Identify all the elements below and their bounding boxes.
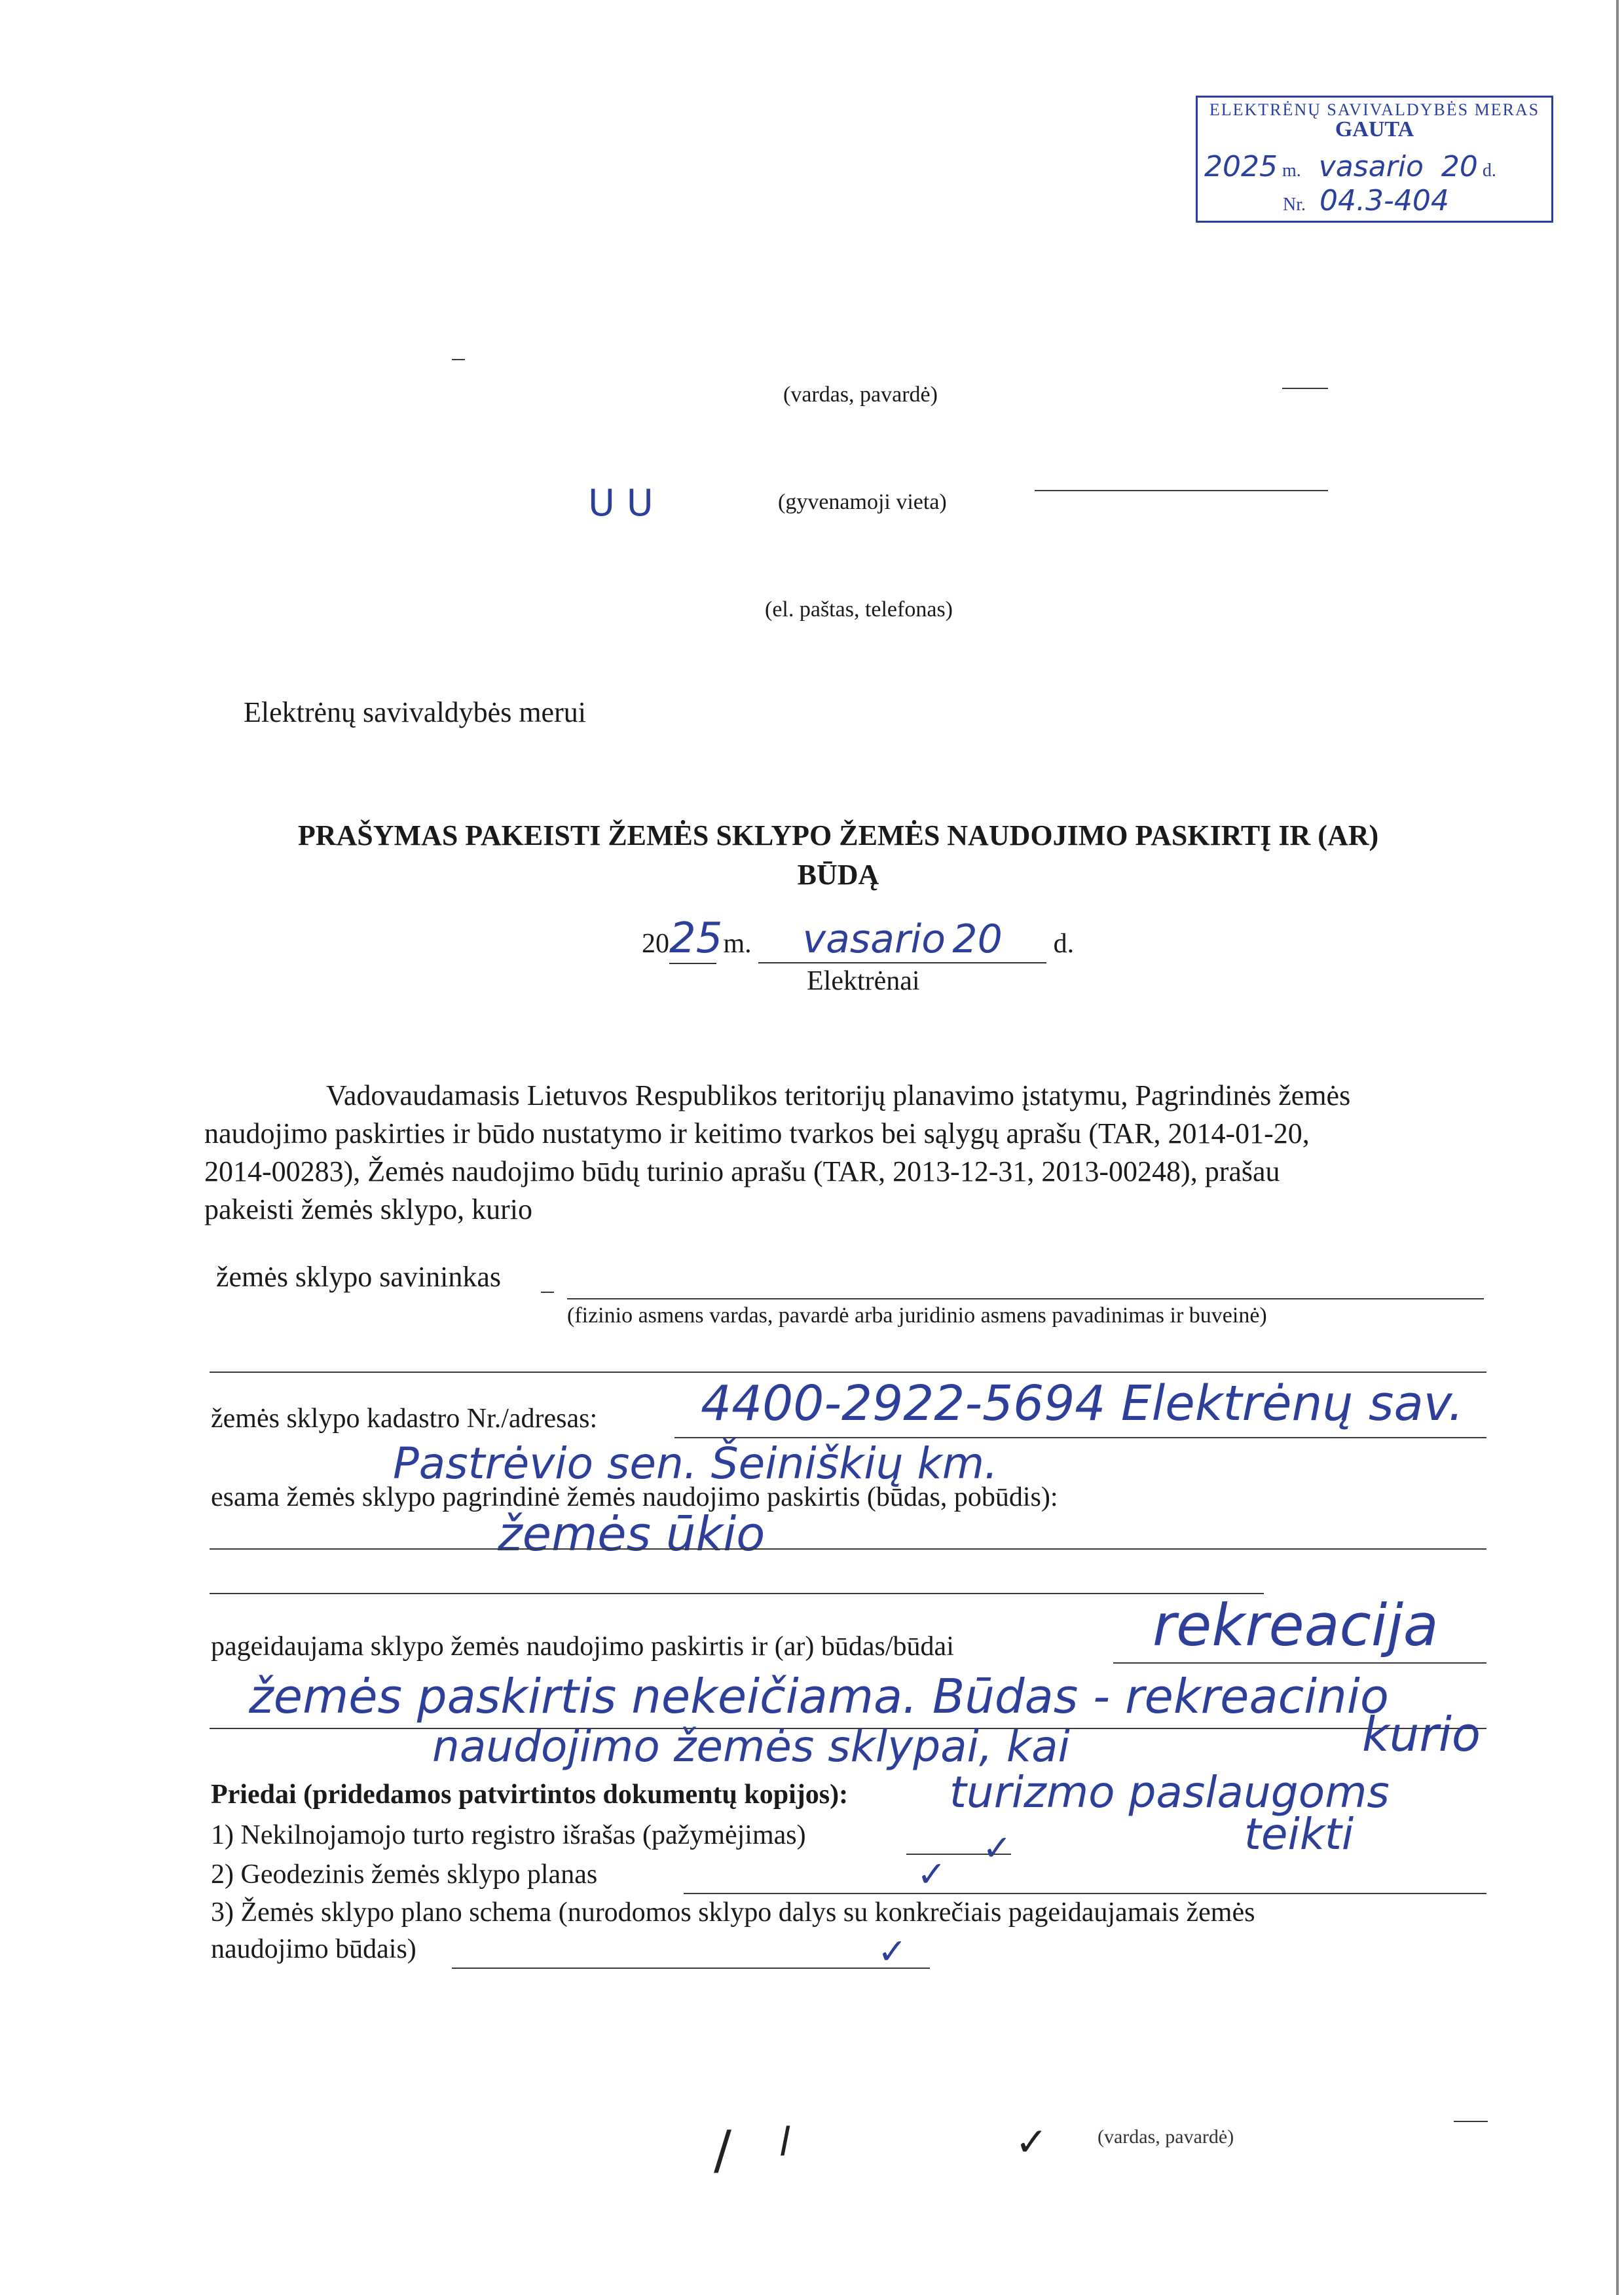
- title-line2: BŪDĄ: [797, 859, 879, 891]
- current-line2: [210, 1593, 1264, 1594]
- signature-mark-1: /: [714, 2119, 731, 2180]
- owner-hint: (fizinio asmens vardas, pavardė arba juridinio asmens pavadinimas ir buveinė): [567, 1303, 1267, 1328]
- document-title: [196, 816, 1480, 895]
- stamp-day: 20: [1441, 150, 1478, 183]
- contacts-label: (el. paštas, telefonas): [765, 597, 953, 622]
- desired-purpose-label: pageidaujama sklypo žemės naudojimo paskirtis ir (ar) būdas/būdai: [211, 1632, 954, 1662]
- owner-line: [567, 1298, 1484, 1299]
- owner-mark: [541, 1292, 554, 1293]
- stamp-year: 2025: [1204, 150, 1278, 183]
- intro-line2: naudojimo paskirties ir būdo nustatymo ir keitimo tvarkos bei sąlygų aprašu (TAR, 2014-01-20,: [204, 1117, 1310, 1149]
- attachment-item-3: 3) Žemės sklypo plano schema (nurodomos sklypo dalys su konkrečiais pageidaujamais žemės: [211, 1897, 1255, 1928]
- cadastre-value2: Pastrėvio sen. Šeiniškių km.: [393, 1438, 999, 1489]
- desired-line3b: kurio: [1362, 1707, 1481, 1762]
- desired-line5: teikti: [1244, 1809, 1354, 1859]
- date-year: 25: [669, 914, 723, 963]
- stamp-no-value: 04.3-404: [1320, 184, 1449, 217]
- date-line: [642, 914, 1074, 964]
- intro-line3: 2014-00283), Žemės naudojimo būdų turinio aprašu (TAR, 2013-12-31, 2013-00248), prašau: [204, 1155, 1280, 1187]
- attachment-line-2: [684, 1893, 1486, 1894]
- owner-line2: [210, 1371, 1486, 1373]
- stamp-date: [1204, 150, 1545, 183]
- name-mark: [452, 359, 465, 360]
- date-prefix: 20: [642, 929, 669, 959]
- date-month-day: [758, 916, 1046, 963]
- attachment-check-2: ✓: [917, 1854, 947, 1895]
- date-month: vasario: [802, 916, 946, 962]
- desired-purpose-value: rekreacija: [1153, 1592, 1439, 1659]
- desired-line4: turizmo paslaugoms: [950, 1767, 1390, 1818]
- bottom-line-end: [1454, 2121, 1488, 2122]
- date-place: Elektrėnai: [807, 966, 920, 996]
- date-d: d.: [1053, 929, 1075, 959]
- attachments-title: Priedai (pridedamos patvirtintos dokumentų kopijos):: [211, 1780, 849, 1810]
- scan-edge: [1616, 0, 1619, 2295]
- signature-mark-3: ✓: [1015, 2119, 1048, 2165]
- stamp-d: d.: [1482, 160, 1496, 181]
- name-label: (vardas, pavardė): [783, 382, 938, 407]
- intro-paragraph: [204, 1077, 1507, 1229]
- stamp-month: vasario: [1318, 150, 1424, 183]
- date-m: m.: [723, 929, 752, 959]
- cadastre-label: žemės sklypo kadastro Nr./adresas:: [211, 1404, 598, 1434]
- attachment-line-3: [452, 1968, 930, 1969]
- desired-line: [1113, 1662, 1486, 1664]
- current-purpose-value: žemės ūkio: [498, 1506, 766, 1561]
- current-purpose-label: esama žemės sklypo pagrindinė žemės naudojimo paskirtis (būdas, pobūdis):: [211, 1482, 1058, 1512]
- attachment-check-1: ✓: [982, 1827, 1012, 1869]
- signature-mark-2: l: [779, 2119, 790, 2165]
- residence-marks: U U: [588, 482, 654, 525]
- cadastre-value: 4400-2922-5694 Elektrėnų sav.: [701, 1375, 1464, 1432]
- stamp-institution: ELEKTRĖNŲ SAVIVALDYBĖS MERAS: [1209, 100, 1540, 119]
- stamp-received: GAUTA: [1335, 117, 1414, 141]
- bottom-name-label: (vardas, pavardė): [1098, 2126, 1234, 2148]
- intro-line4: pakeisti žemės sklypo, kurio: [204, 1193, 533, 1225]
- current-line: [210, 1548, 1486, 1550]
- owner-label: žemės sklypo savininkas: [216, 1261, 502, 1293]
- name-line-end: [1282, 388, 1328, 389]
- stamp-number: [1283, 184, 1545, 217]
- title-line1: PRAŠYMAS PAKEISTI ŽEMĖS SKLYPO ŽEMĖS NAUDOJIMO PASKIRTĮ IR (AR): [297, 819, 1379, 851]
- desired-line2: žemės paskirtis nekeičiama. Būdas - rekreacinio: [249, 1669, 1389, 1724]
- attachment-item-2: 2) Geodezinis žemės sklypo planas: [211, 1859, 598, 1890]
- residence-line: [1035, 490, 1328, 491]
- stamp-no-label: Nr.: [1283, 195, 1306, 215]
- attachment-item-1: 1) Nekilnojamojo turto registro išrašas (pažymėjimas): [211, 1820, 806, 1850]
- registration-stamp: [1196, 96, 1553, 223]
- stamp-m: m.: [1282, 160, 1301, 181]
- date-day: 20: [952, 916, 1003, 962]
- desired-line3: naudojimo žemės sklypai, kai: [432, 1721, 1070, 1772]
- intro-line1: Vadovaudamasis Lietuvos Respublikos teritorijų planavimo įstatymu, Pagrindinės žemės: [326, 1079, 1351, 1111]
- addressee: Elektrėnų savivaldybės merui: [244, 696, 586, 728]
- residence-label: (gyvenamoji vieta): [778, 490, 947, 514]
- attachment-item-3-cont: naudojimo būdais): [211, 1934, 416, 1964]
- attachment-check-3: ✓: [877, 1931, 908, 1972]
